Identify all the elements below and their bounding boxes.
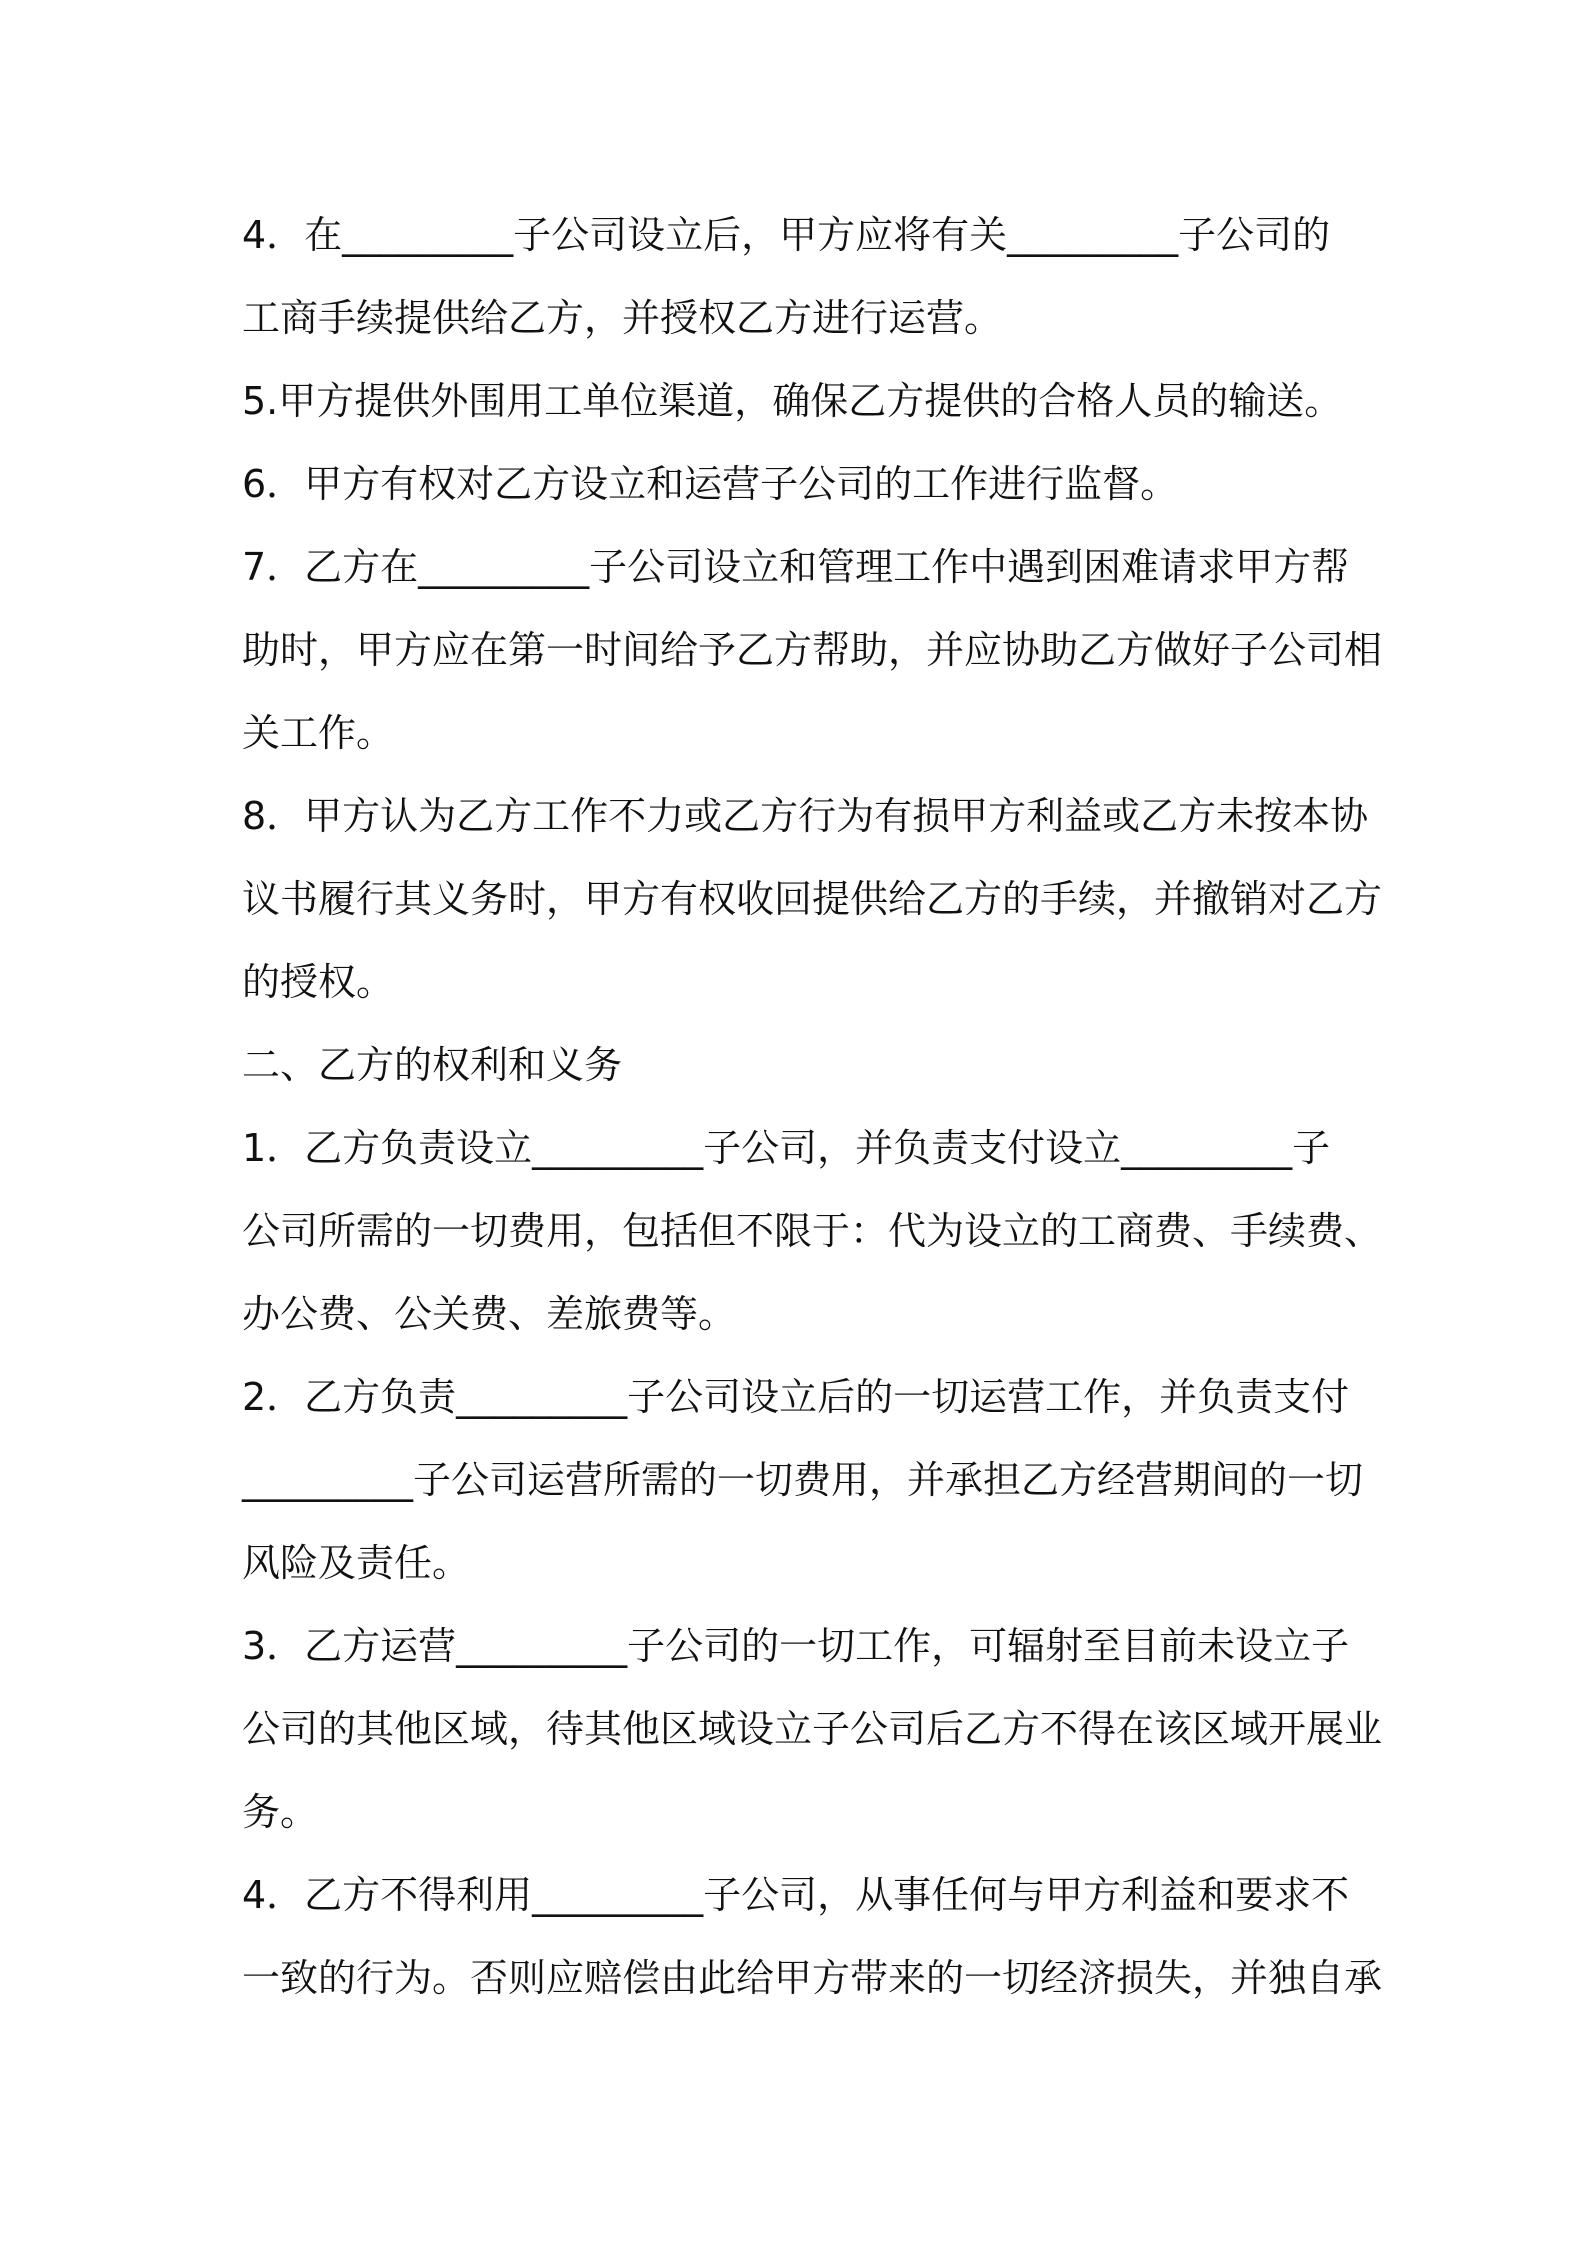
text-line: 助时，甲方应在第一时间给予乙方帮助，并应协助乙方做好子公司相 [242, 628, 1383, 672]
text-line: 1．乙方负责设立_________子公司，并负责支付设立_________子 [242, 1126, 1331, 1170]
text-line: 关工作。 [242, 711, 395, 755]
text-line: 公司所需的一切费用，包括但不限于：代为设立的工商费、手续费、 [242, 1209, 1383, 1253]
text-line: 4．乙方不得利用_________子公司，从事任何与甲方利益和要求不 [242, 1873, 1350, 1917]
text-line: 工商手续提供给乙方，并授权乙方进行运营。 [242, 296, 1003, 340]
document-body [242, 194, 1383, 2020]
text-line: 办公费、公关费、差旅费等。 [242, 1292, 737, 1336]
text-line: 8．甲方认为乙方工作不力或乙方行为有损甲方利益或乙方未按本协 [242, 794, 1369, 838]
text-line: 一致的行为。否则应赔偿由此给甲方带来的一切经济损失，并独自承 [242, 1956, 1383, 2000]
text-line: 的授权。 [242, 960, 395, 1004]
text-line: 5.甲方提供外围用工单位渠道，确保乙方提供的合格人员的输送。 [242, 379, 1343, 423]
text-line: 风险及责任。 [242, 1541, 471, 1585]
text-line: 议书履行其义务时，甲方有权收回提供给乙方的手续，并撤销对乙方 [242, 877, 1383, 921]
text-line: 务。 [242, 1790, 319, 1834]
text-line: _________子公司运营所需的一切费用，并承担乙方经营期间的一切 [242, 1458, 1364, 1502]
text-line: 6．甲方有权对乙方设立和运营子公司的工作进行监督。 [242, 462, 1179, 506]
text-line: 公司的其他区域，待其他区域设立子公司后乙方不得在该区域开展业 [242, 1707, 1383, 1751]
text-line: 2．乙方负责_________子公司设立后的一切运营工作，并负责支付 [242, 1375, 1350, 1419]
text-line: 3．乙方运营_________子公司的一切工作，可辐射至目前未设立子 [242, 1624, 1350, 1668]
section-heading: 二、乙方的权利和义务 [242, 1043, 623, 1087]
text-line: 7．乙方在_________子公司设立和管理工作中遇到困难请求甲方帮 [242, 545, 1350, 589]
text-line: 4．在_________子公司设立后，甲方应将有关_________子公司的 [242, 213, 1331, 257]
